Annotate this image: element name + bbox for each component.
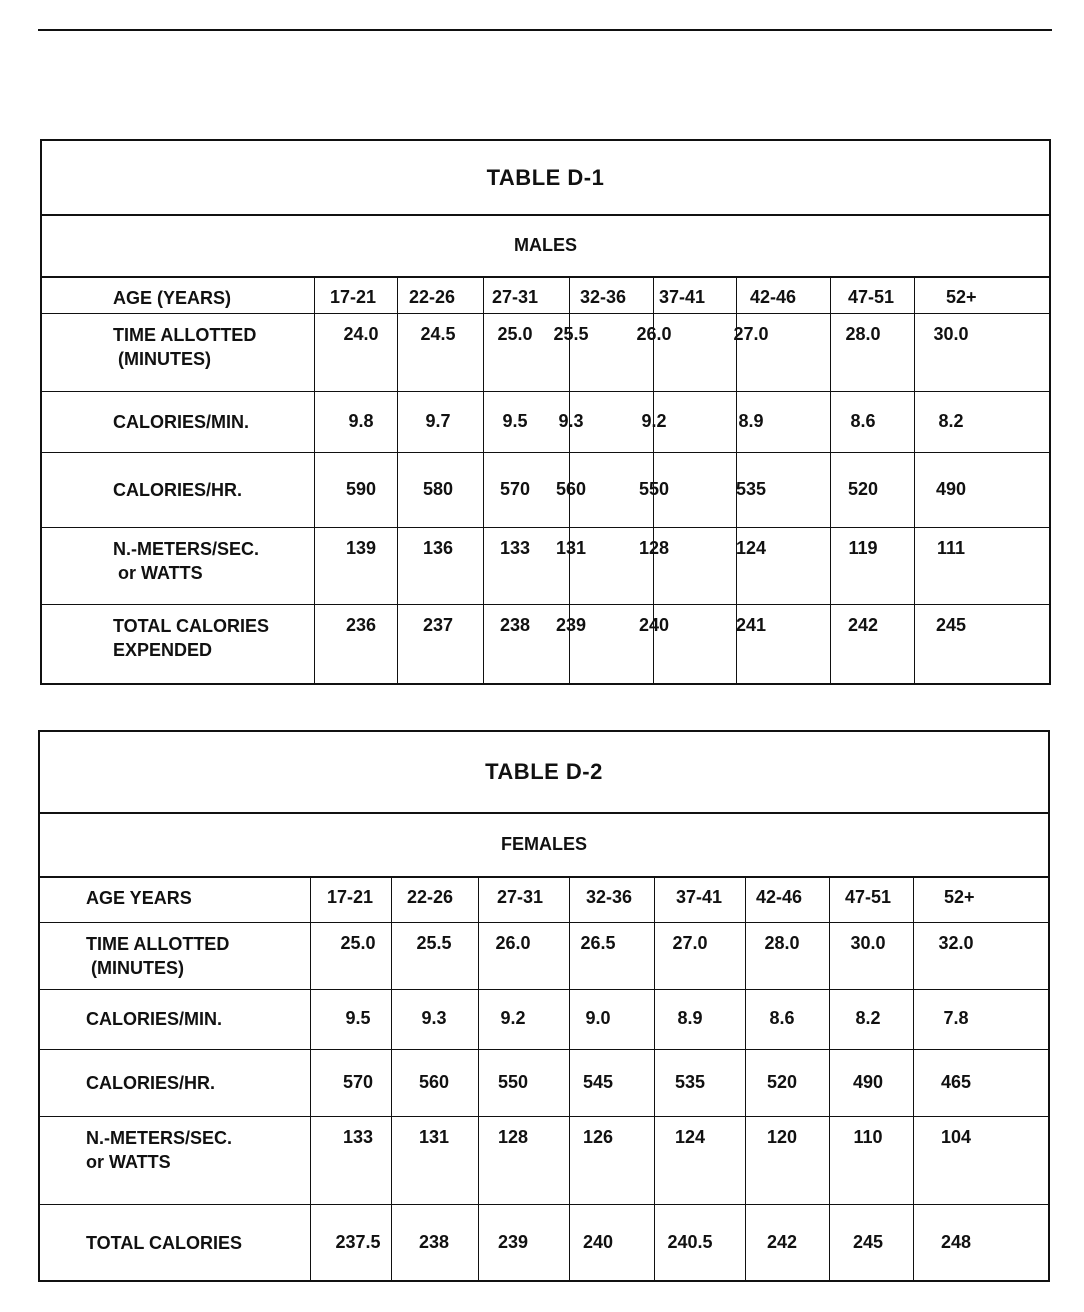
row-divider [42, 604, 1049, 605]
table-cell: 25.5 [553, 324, 589, 344]
column-header: 47-51 [848, 287, 895, 307]
table-cell: 240.5 [667, 1232, 713, 1252]
column-header: 32-36 [586, 887, 633, 907]
column-header: 52+ [944, 887, 975, 907]
table-cell: 560 [555, 479, 587, 499]
table-cell: 239 [555, 615, 587, 635]
column-header: 32-36 [580, 287, 627, 307]
column-divider [314, 276, 315, 685]
table-cell: 133 [342, 1127, 374, 1147]
column-header: 42-46 [756, 887, 803, 907]
row-label: CALORIES/MIN. [86, 1009, 223, 1029]
table-cell: 590 [345, 479, 377, 499]
table-cell: 465 [940, 1072, 972, 1092]
table-cell: 236 [345, 615, 377, 635]
table-cell: 9.3 [421, 1008, 447, 1028]
table-cell: 237 [422, 615, 454, 635]
table-cell: 550 [497, 1072, 529, 1092]
table-cell: 242 [847, 615, 879, 635]
row-label: CALORIES/HR. [86, 1073, 216, 1093]
column-divider [391, 876, 392, 1282]
table-cell: 570 [499, 479, 531, 499]
row-label: TOTAL CALORIES [86, 1233, 243, 1253]
table-cell: 124 [735, 538, 767, 558]
row-label: N.-METERS/SEC. [113, 539, 260, 559]
column-header: 37-41 [676, 887, 723, 907]
table-cell: 26.0 [495, 933, 531, 953]
table-cell: 120 [766, 1127, 798, 1147]
table-cell: 27.0 [733, 324, 769, 344]
row-label: TIME ALLOTTED [86, 934, 230, 954]
table-cell: 119 [848, 538, 878, 558]
table-cell: 520 [766, 1072, 798, 1092]
table-cell: 128 [638, 538, 670, 558]
top-rule [38, 29, 1052, 31]
table-cell: 245 [852, 1232, 884, 1252]
table-cell: 490 [935, 479, 967, 499]
table-cell: 24.5 [420, 324, 456, 344]
table-cell: 131 [418, 1127, 450, 1147]
table-cell: 9.0 [585, 1008, 611, 1028]
table-cell: 239 [497, 1232, 529, 1252]
table-cell: 9.5 [502, 411, 528, 431]
column-header: 22-26 [409, 287, 456, 307]
column-header: 52+ [946, 287, 977, 307]
column-divider [654, 876, 655, 1282]
table-cell: 133 [499, 538, 531, 558]
table-cell: 30.0 [850, 933, 886, 953]
table-cell: 535 [735, 479, 767, 499]
table-cell: 240 [638, 615, 670, 635]
table-cell: 28.0 [845, 324, 881, 344]
column-divider [310, 876, 311, 1282]
table-cell: 8.6 [769, 1008, 795, 1028]
table-cell: 30.0 [933, 324, 969, 344]
row-divider [40, 1116, 1048, 1117]
table-cell: 240 [582, 1232, 614, 1252]
table-cell: 550 [638, 479, 670, 499]
table-cell: 26.0 [636, 324, 672, 344]
table-d2 [38, 730, 1050, 1282]
column-header: 17-21 [327, 887, 374, 907]
row-label: or WATTS [86, 1152, 171, 1172]
table-cell: 8.6 [850, 411, 876, 431]
table-cell: 9.8 [348, 411, 374, 431]
table-cell: 104 [940, 1127, 972, 1147]
table-cell: 110 [853, 1127, 883, 1147]
row-divider [40, 1049, 1048, 1050]
row-label: TIME ALLOTTED [113, 325, 257, 345]
table-cell: 238 [499, 615, 531, 635]
table-cell: 237.5 [335, 1232, 381, 1252]
column-divider [829, 876, 830, 1282]
table-title: TABLE D-1 [42, 141, 1049, 216]
table-d1 [40, 139, 1051, 685]
column-divider [914, 276, 915, 685]
table-cell: 242 [766, 1232, 798, 1252]
header-label: AGE YEARS [86, 888, 192, 908]
column-divider [745, 876, 746, 1282]
table-cell: 8.9 [677, 1008, 703, 1028]
column-header: 27-31 [497, 887, 544, 907]
column-divider [830, 276, 831, 685]
table-cell: 124 [674, 1127, 706, 1147]
row-label: or WATTS [113, 563, 203, 583]
table-cell: 139 [345, 538, 377, 558]
row-divider [40, 922, 1048, 923]
table-cell: 25.0 [497, 324, 533, 344]
column-divider [478, 876, 479, 1282]
table-cell: 580 [422, 479, 454, 499]
row-label: N.-METERS/SEC. [86, 1128, 233, 1148]
table-cell: 535 [674, 1072, 706, 1092]
table-subtitle: FEMALES [40, 812, 1048, 878]
table-cell: 9.2 [641, 411, 667, 431]
table-cell: 26.5 [580, 933, 616, 953]
table-cell: 128 [497, 1127, 529, 1147]
column-divider [397, 276, 398, 685]
table-cell: 32.0 [938, 933, 974, 953]
row-label: (MINUTES) [113, 349, 211, 369]
row-divider [42, 527, 1049, 528]
table-title: TABLE D-2 [40, 732, 1048, 814]
column-header: 17-21 [330, 287, 377, 307]
column-divider [483, 276, 484, 685]
table-cell: 24.0 [343, 324, 379, 344]
table-cell: 545 [582, 1072, 614, 1092]
table-cell: 131 [555, 538, 587, 558]
table-cell: 9.3 [558, 411, 584, 431]
table-cell: 570 [342, 1072, 374, 1092]
row-label: (MINUTES) [86, 958, 184, 978]
column-divider [913, 876, 914, 1282]
table-cell: 7.8 [943, 1008, 969, 1028]
table-cell: 28.0 [764, 933, 800, 953]
table-cell: 248 [940, 1232, 972, 1252]
table-cell: 8.2 [855, 1008, 881, 1028]
column-header: 27-31 [492, 287, 539, 307]
table-cell: 25.0 [340, 933, 376, 953]
table-subtitle: MALES [42, 214, 1049, 278]
table-cell: 27.0 [672, 933, 708, 953]
table-cell: 9.2 [500, 1008, 526, 1028]
column-header: 37-41 [659, 287, 706, 307]
row-divider [42, 391, 1049, 392]
row-divider [40, 1204, 1048, 1205]
table-cell: 8.2 [938, 411, 964, 431]
table-cell: 241 [735, 615, 767, 635]
row-label: EXPENDED [113, 640, 213, 660]
table-cell: 9.5 [345, 1008, 371, 1028]
row-label: TOTAL CALORIES [113, 616, 270, 636]
row-divider [40, 989, 1048, 990]
column-header: 47-51 [845, 887, 892, 907]
column-header: 42-46 [750, 287, 797, 307]
row-divider [42, 452, 1049, 453]
table-cell: 8.9 [738, 411, 764, 431]
table-cell: 520 [847, 479, 879, 499]
table-cell: 136 [422, 538, 454, 558]
header-label: AGE (YEARS) [113, 288, 232, 308]
column-header: 22-26 [407, 887, 454, 907]
table-cell: 245 [935, 615, 967, 635]
table-cell: 126 [582, 1127, 614, 1147]
table-cell: 25.5 [416, 933, 452, 953]
table-cell: 238 [418, 1232, 450, 1252]
table-cell: 111 [936, 538, 966, 558]
table-cell: 9.7 [425, 411, 451, 431]
row-label: CALORIES/HR. [113, 480, 243, 500]
table-cell: 490 [852, 1072, 884, 1092]
row-divider [42, 313, 1049, 314]
table-cell: 560 [418, 1072, 450, 1092]
row-label: CALORIES/MIN. [113, 412, 250, 432]
